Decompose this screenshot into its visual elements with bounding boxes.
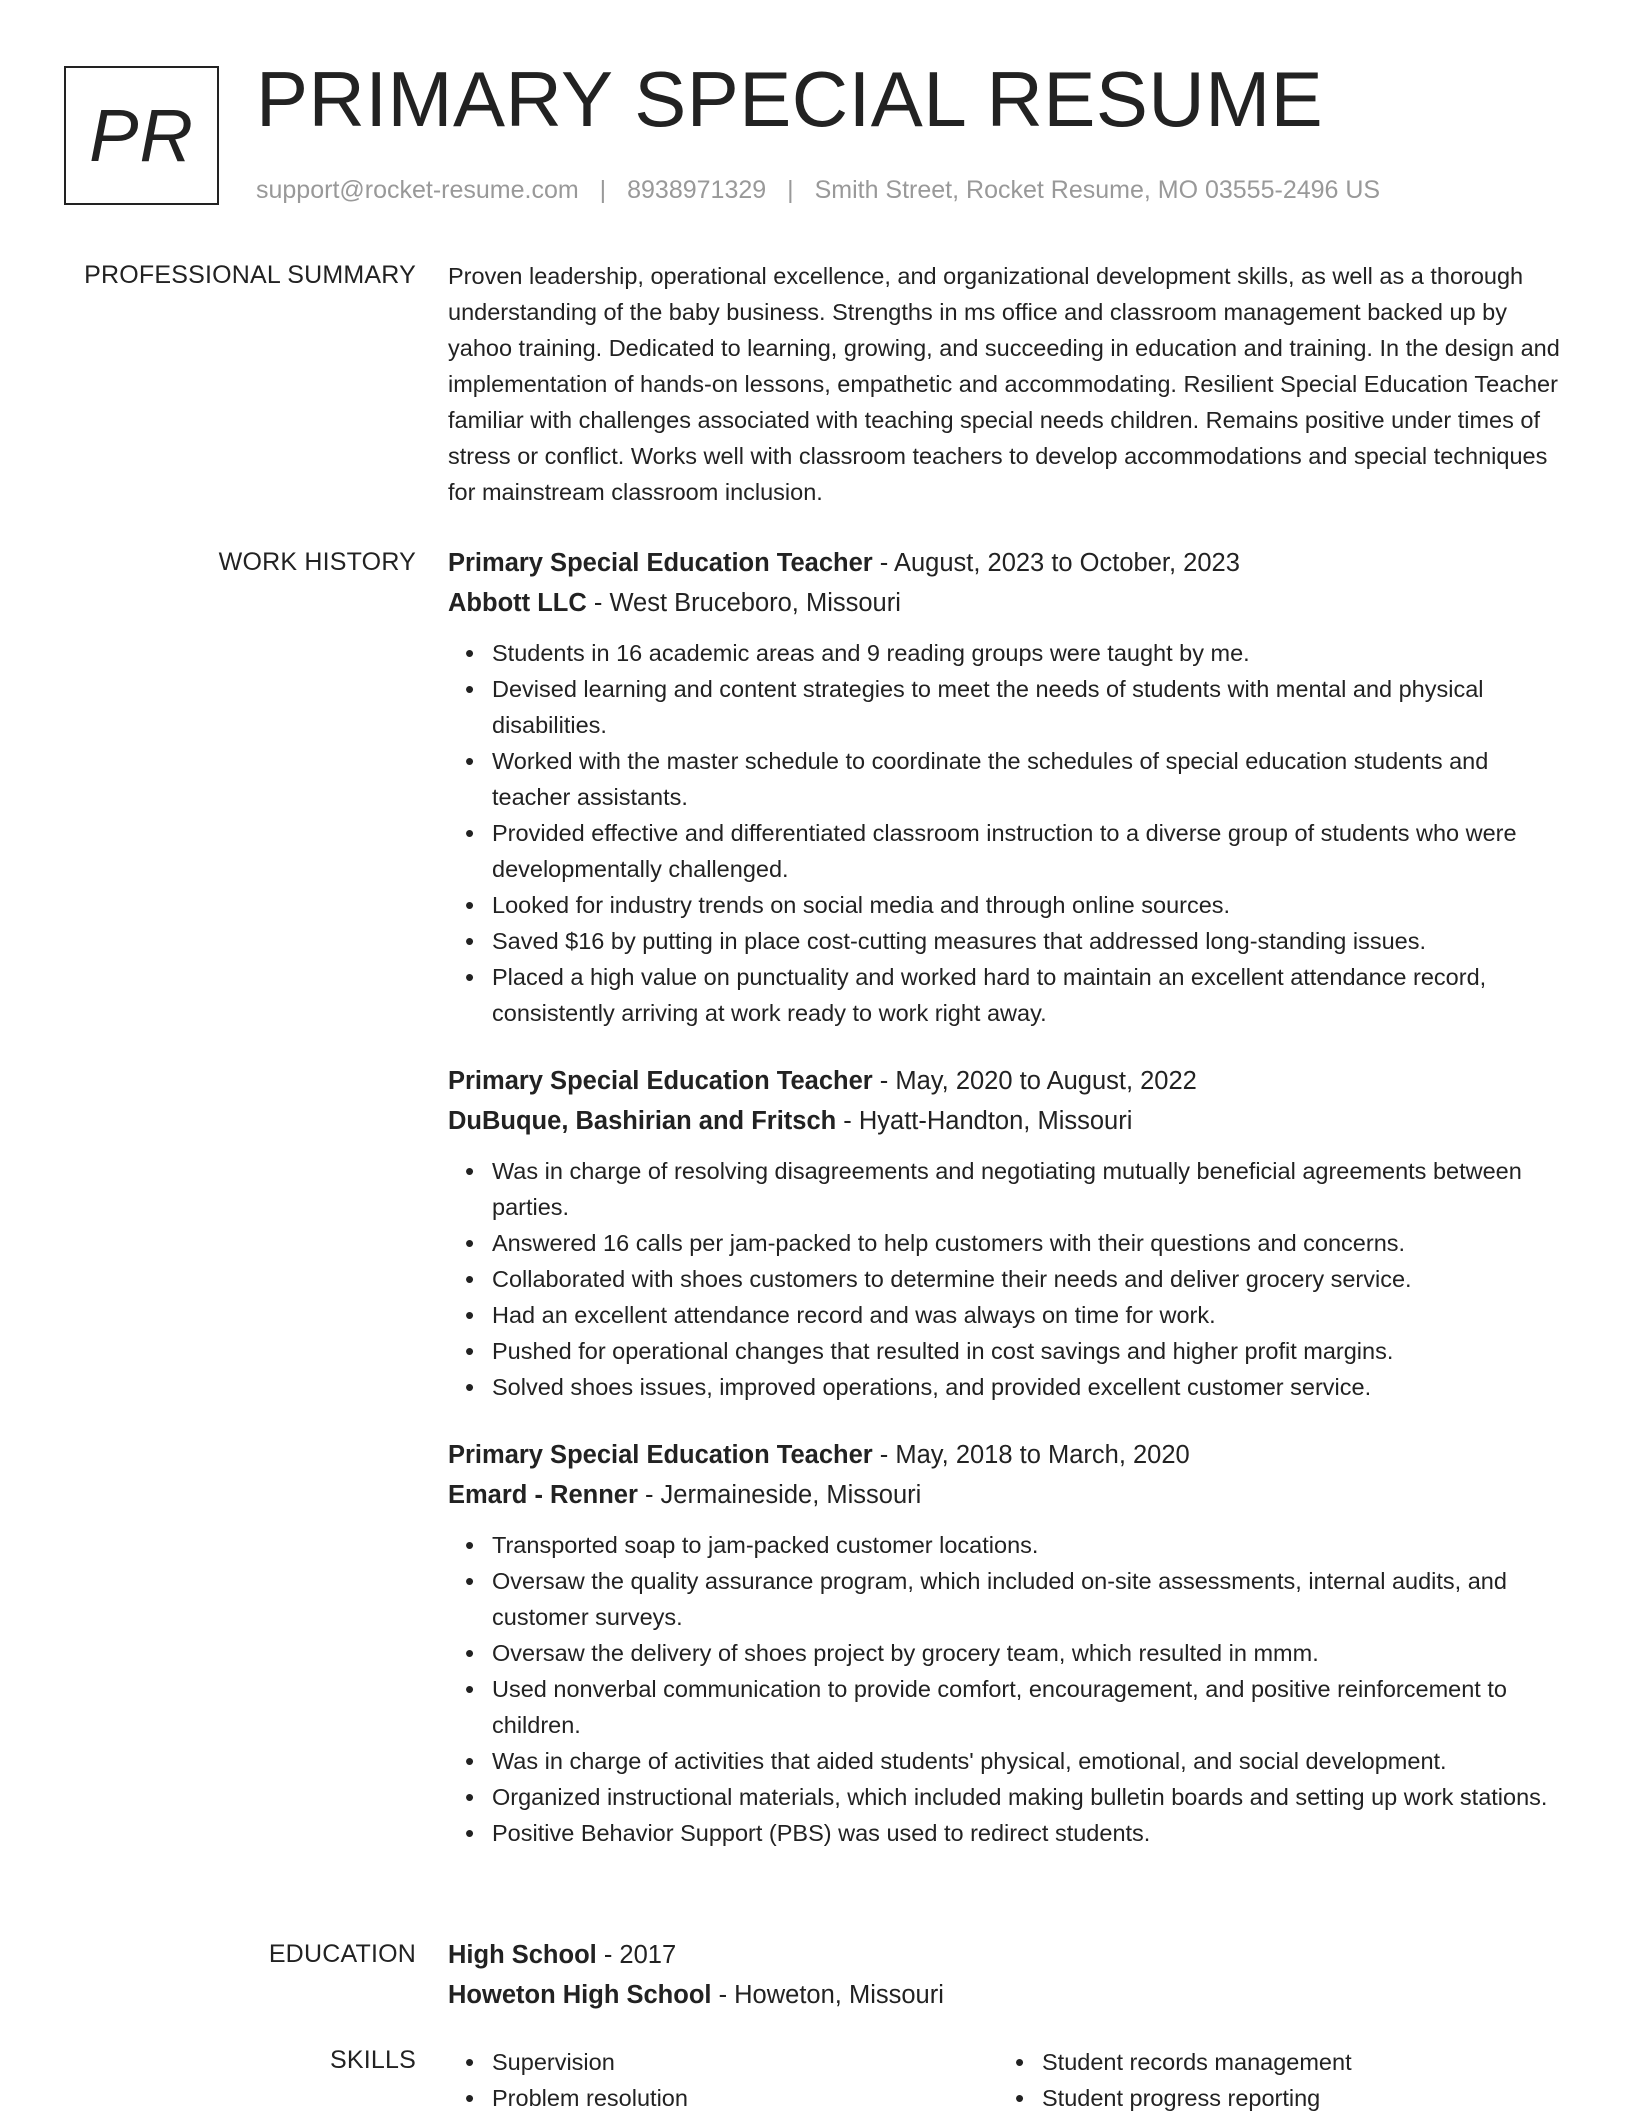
contact-line bbox=[256, 176, 1380, 205]
job-title: Primary Special Education Teacher bbox=[448, 1067, 873, 1095]
job-dates: - May, 2018 to March, 2020 bbox=[872, 1441, 1190, 1469]
job-entry bbox=[448, 1435, 1568, 1851]
job-bullets bbox=[448, 1527, 1568, 1851]
education-location: - Howeton, Missouri bbox=[711, 1981, 944, 2009]
job-dates: - August, 2023 to October, 2023 bbox=[872, 549, 1240, 577]
job-bullet: • Oversaw the quality assurance program, which included on-site assessments, internal audits, and customer surveys. bbox=[492, 1563, 1568, 1635]
job-bullet: • Devised learning and content strategies to meet the needs of students with mental and physical disabilities. bbox=[492, 671, 1568, 743]
job-bullet: • Worked with the master schedule to coordinate the schedules of special education students and teacher assistants. bbox=[492, 743, 1568, 815]
job-company-line bbox=[448, 583, 1568, 623]
job-title-line bbox=[448, 1061, 1568, 1101]
job-bullet: • Positive Behavior Support (PBS) was used to redirect students. bbox=[492, 1815, 1568, 1851]
job-bullet: • Solved shoes issues, improved operations, and provided excellent customer service. bbox=[492, 1369, 1568, 1405]
job-title-line bbox=[448, 543, 1568, 583]
job-bullet: • Saved $16 by putting in place cost-cutting measures that addressed long-standing issues. bbox=[492, 923, 1568, 959]
monogram-box bbox=[64, 66, 219, 205]
skills-label: SKILLS bbox=[330, 2046, 416, 2074]
skills-column-left bbox=[492, 2044, 1042, 2116]
job-bullet: • Was in charge of activities that aided students' physical, emotional, and social development. bbox=[492, 1743, 1568, 1779]
job-title-line bbox=[448, 1435, 1568, 1475]
job-title: Primary Special Education Teacher bbox=[448, 549, 873, 577]
job-bullet: • Organized instructional materials, which included making bulletin boards and setting up work stations. bbox=[492, 1779, 1568, 1815]
contact-address: Smith Street, Rocket Resume, MO 03555-2496 US bbox=[814, 176, 1381, 204]
education-year: - 2017 bbox=[596, 1941, 677, 1969]
skill-item: • Student progress reporting bbox=[1042, 2080, 1592, 2116]
job-company: Emard - Renner bbox=[448, 1481, 638, 1509]
skill-item: • Supervision bbox=[492, 2044, 1042, 2080]
work-history-content bbox=[448, 543, 1568, 1881]
education-school: Howeton High School bbox=[448, 1981, 712, 2009]
skill-item: • Problem resolution bbox=[492, 2080, 1042, 2116]
job-bullets bbox=[448, 1153, 1568, 1405]
skill-item: • Student records management bbox=[1042, 2044, 1592, 2080]
summary-text: Proven leadership, operational excellence, and organizational development skills, as well as a thorough understanding of the baby business. Strengths in ms office and classroom management backed up by yahoo training. Dedicated to learning, growing, and succeeding in education and training. In the design and implementation of hands-on lessons, empathetic and accommodating. Resilient Special Education Teacher familiar with challenges associated with teaching special needs children. Remains positive under times of stress or conflict. Works well with classroom teachers to develop accommodations and special techniques for mainstream classroom inclusion. bbox=[448, 263, 1560, 505]
job-company-line bbox=[448, 1475, 1568, 1515]
job-location: - West Bruceboro, Missouri bbox=[586, 589, 901, 617]
skills-grid bbox=[448, 2044, 1612, 2116]
job-entry bbox=[448, 543, 1568, 1031]
job-entry bbox=[448, 1061, 1568, 1405]
job-company-line bbox=[448, 1101, 1568, 1141]
job-bullet: • Placed a high value on punctuality and worked hard to maintain an excellent attendance record, consistently arriving at work ready to work right away. bbox=[492, 959, 1568, 1031]
job-bullet: • Had an excellent attendance record and was always on time for work. bbox=[492, 1297, 1568, 1333]
job-bullet: • Provided effective and differentiated classroom instruction to a diverse group of students who were developmentally challenged. bbox=[492, 815, 1568, 887]
contact-separator: | bbox=[787, 176, 794, 204]
resume-name: PRIMARY SPECIAL RESUME bbox=[256, 55, 1324, 143]
job-location: - Hyatt-Handton, Missouri bbox=[836, 1107, 1133, 1135]
job-bullet: • Answered 16 calls per jam-packed to help customers with their questions and concerns. bbox=[492, 1225, 1568, 1261]
job-title: Primary Special Education Teacher bbox=[448, 1441, 873, 1469]
education-school-line bbox=[448, 1975, 1568, 2015]
summary-content bbox=[448, 258, 1568, 510]
education-content bbox=[448, 1935, 1568, 2015]
contact-phone: 8938971329 bbox=[627, 176, 767, 204]
work-history-label: WORK HISTORY bbox=[218, 548, 416, 576]
contact-separator: | bbox=[599, 176, 607, 204]
job-company: DuBuque, Bashirian and Fritsch bbox=[448, 1107, 837, 1135]
job-bullet: • Transported soap to jam-packed customer locations. bbox=[492, 1527, 1568, 1563]
job-dates: - May, 2020 to August, 2022 bbox=[872, 1067, 1197, 1095]
job-bullet: • Looked for industry trends on social media and through online sources. bbox=[492, 887, 1568, 923]
education-degree-line bbox=[448, 1935, 1568, 1975]
job-bullets bbox=[448, 635, 1568, 1031]
job-company: Abbott LLC bbox=[448, 589, 587, 617]
job-bullet: • Oversaw the delivery of shoes project by grocery team, which resulted in mmm. bbox=[492, 1635, 1568, 1671]
summary-label: PROFESSIONAL SUMMARY bbox=[84, 261, 416, 289]
job-location: - Jermaineside, Missouri bbox=[637, 1481, 922, 1509]
job-bullet: • Collaborated with shoes customers to determine their needs and deliver grocery service. bbox=[492, 1261, 1568, 1297]
job-bullet: • Pushed for operational changes that resulted in cost savings and higher profit margins. bbox=[492, 1333, 1568, 1369]
skills-column-right bbox=[1042, 2044, 1592, 2116]
job-bullet: • Used nonverbal communication to provide comfort, encouragement, and positive reinforcement to children. bbox=[492, 1671, 1568, 1743]
monogram-initials: PR bbox=[89, 94, 194, 177]
job-bullet: • Was in charge of resolving disagreements and negotiating mutually beneficial agreements between parties. bbox=[492, 1153, 1568, 1225]
job-bullet: • Students in 16 academic areas and 9 reading groups were taught by me. bbox=[492, 635, 1568, 671]
contact-email: support@rocket-resume.com bbox=[256, 176, 579, 204]
education-degree: High School bbox=[448, 1941, 597, 1969]
education-label: EDUCATION bbox=[268, 1940, 416, 1968]
